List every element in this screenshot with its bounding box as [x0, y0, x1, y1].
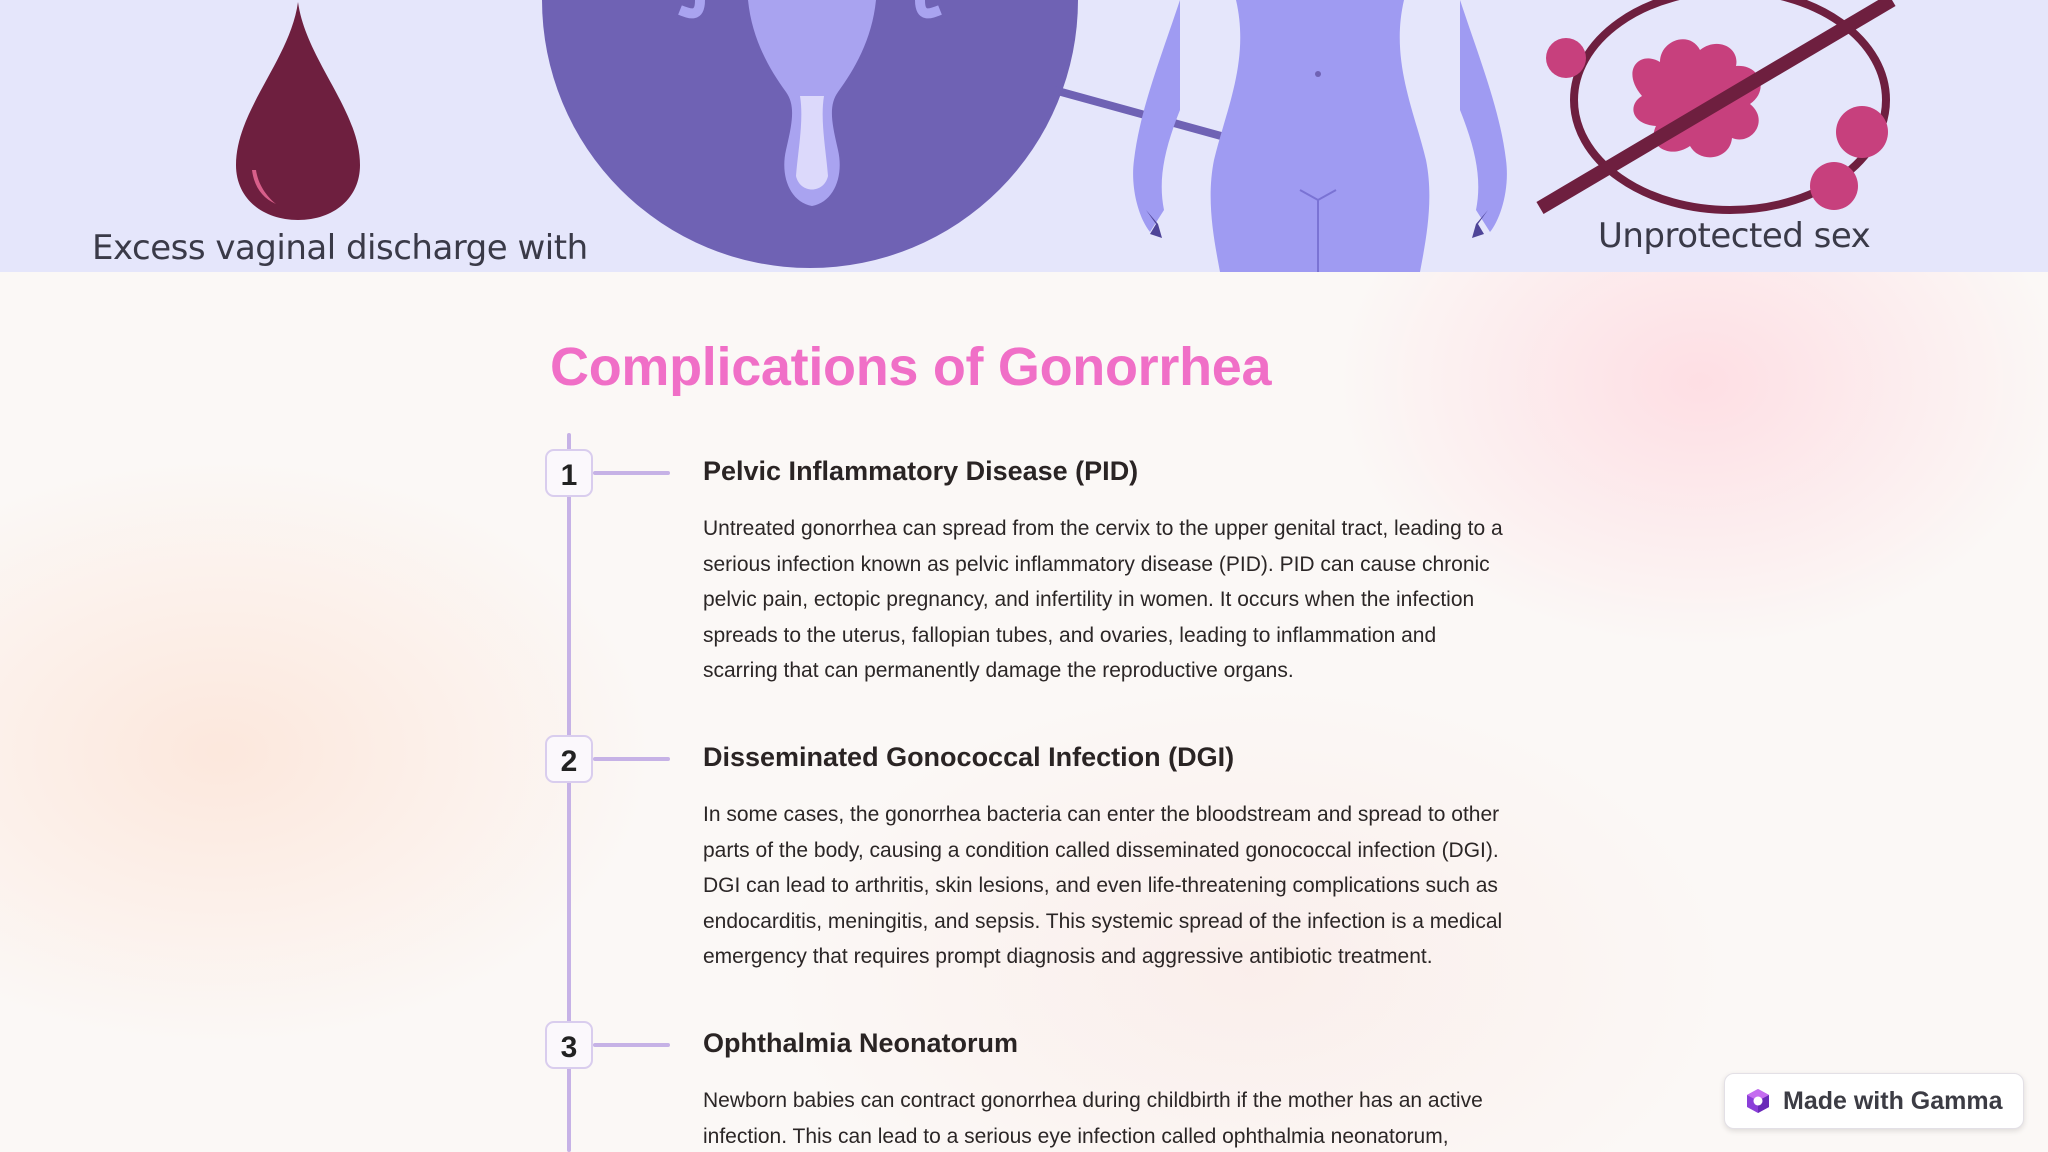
step-number-badge: 3: [545, 1021, 593, 1069]
step-description: Untreated gonorrhea can spread from the cervix to the upper genital tract, leading to a serious infection known as pelvic inflammatory disease (PID). PID can cause chronic pelvic pain, ectopic pregnancy, and infertility in women. It occurs when the infection spreads to the uterus, fallopian tubes, and ovaries, leading to inflammation and scarring that can permanently damage the reproductive organs.: [703, 517, 1503, 682]
step-title: Pelvic Inflammatory Disease (PID): [703, 456, 1139, 486]
body-silhouette-icon: [1133, 0, 1507, 272]
step-number-badge: 1: [545, 449, 593, 497]
step-connector: [593, 757, 670, 761]
unprotected-sex-icon: [1540, 0, 1892, 210]
gamma-logo-icon: [1745, 1088, 1771, 1114]
step-connector: [593, 1043, 670, 1047]
made-with-gamma-button[interactable]: [1724, 1073, 2024, 1129]
page-background: [0, 272, 2048, 1152]
page-title: Complications of Gonorrhea: [550, 337, 1272, 397]
step-title: Disseminated Gonococcal Infection (DGI): [703, 742, 1235, 772]
banner-caption-unprotected: Unprotected sex: [1598, 216, 1871, 256]
badge-label: Made with Gamma: [1783, 1086, 2003, 1115]
step-number-badge: 2: [545, 735, 593, 783]
blood-drop-icon: [236, 2, 360, 220]
step-description: Newborn babies can contract gonorrhea during childbirth if the mother has an active infection. This can lead to a serious eye infection called ophthalmia neonatorum,: [703, 1089, 1483, 1148]
banner-caption-discharge: Excess vaginal discharge with: [92, 228, 588, 268]
header-illustration: [0, 0, 2048, 272]
step-connector: [593, 471, 670, 475]
step-description: In some cases, the gonorrhea bacteria can enter the bloodstream and spread to other parts of the body, causing a condition called disseminated gonococcal infection (DGI). DGI can lead to arthritis, skin lesions, and even life-threatening complications such as endocarditis, meningitis, and sepsis. This systemic spread of the infection is a medical emergency that requires prompt diagnosis and aggressive antibiotic treatment.: [703, 803, 1503, 968]
step-title: Ophthalmia Neonatorum: [703, 1028, 1019, 1058]
